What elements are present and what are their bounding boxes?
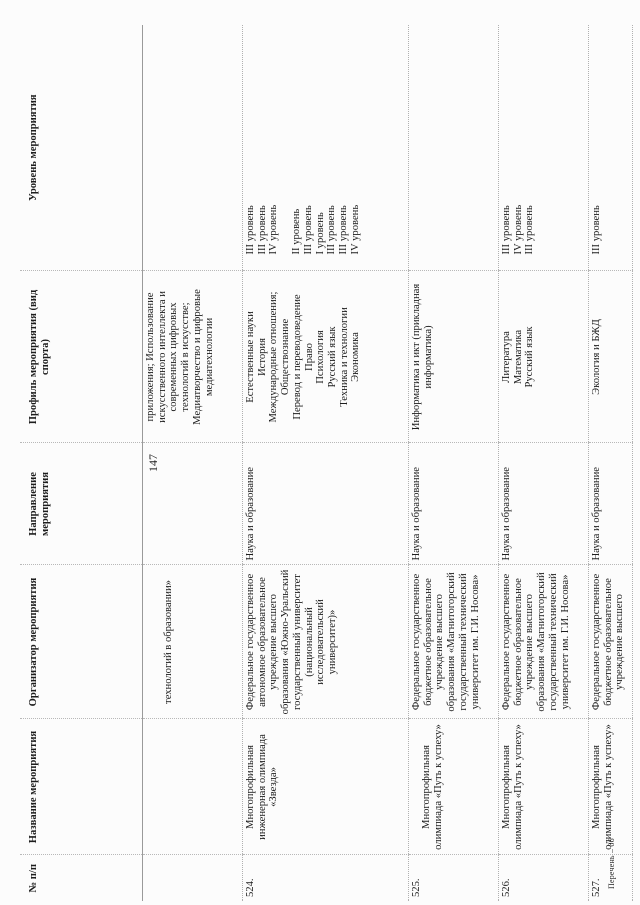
page-number: 147	[146, 454, 160, 472]
profile-item: Международные отношения; Обществознание	[268, 291, 292, 423]
level-item: III уровень	[302, 205, 314, 255]
cell-level	[243, 25, 409, 271]
cell-num: 527.	[591, 878, 602, 897]
level-item: III уровень	[337, 205, 349, 255]
level-item: II уровень	[291, 208, 303, 255]
cell-level	[589, 25, 633, 271]
events-table	[20, 25, 633, 901]
table-row	[243, 25, 409, 901]
footer-note: Перечень – 06	[607, 838, 616, 889]
level-item: III уровень	[245, 205, 256, 255]
cell-organizer: Федеральное государственное бюджетное образовательное учреждение высшего образования «Магнитогорский государственный технический университет им. Г.И. Носова»	[409, 565, 499, 719]
profile-item: История	[256, 338, 268, 376]
cell-direction: Наука и образование	[589, 443, 633, 565]
profile-item: Право	[303, 343, 315, 371]
level-item: IV уровень	[512, 204, 524, 255]
cell-num: 525.	[411, 878, 422, 897]
cell-organizer: Федеральное государственное бюджетное образовательное учреждение высшего	[589, 565, 633, 719]
profile-item: Перевод и переводоведение	[291, 294, 303, 420]
cell-name	[143, 719, 243, 855]
table-row	[499, 25, 589, 901]
cell-num: 524.	[245, 878, 256, 897]
level-item: III уровень	[326, 205, 338, 255]
level-item: III уровень	[591, 205, 602, 255]
cell-profile	[499, 271, 589, 443]
profile-item: Техника и технологии	[338, 307, 350, 407]
profile-item: Психология	[315, 330, 327, 384]
level-item: IV уровень	[349, 204, 361, 255]
profile-item: Экономика	[350, 332, 362, 382]
cell-num: 526.	[501, 878, 512, 897]
level-item: III уровень	[501, 205, 512, 255]
cell-level	[409, 25, 499, 271]
continuation-organizer: технологий в образовании»	[163, 580, 174, 704]
header-num: № п/п	[20, 855, 143, 901]
profile-item: Русский язык	[326, 326, 338, 388]
continuation-profile: приложения; Использование искусственного интеллекта и современных цифровых технологий в искусстве; Медиатворчество и цифровые медиатехнологии	[145, 289, 215, 425]
header-direction: Направление мероприятия	[20, 443, 143, 565]
profile-item: Русский язык	[524, 326, 536, 388]
cell-profile: Информатика и икт (прикладная информатика)	[409, 271, 499, 443]
profile-item: Математика	[512, 329, 524, 385]
cell-profile	[243, 271, 409, 443]
profile-item: Литература	[501, 331, 512, 383]
cell-organizer: Федеральное государственное автономное образовательное учреждение высшего образования «Южно-Уральский государственный университет (национальный исследовательский университет)»	[243, 565, 409, 719]
table-row	[143, 25, 243, 901]
cell-profile	[143, 271, 243, 443]
cell-profile: Экология и БЖД	[589, 271, 633, 443]
cell-name: Многопрофильная олимпиада «Путь к успеху»	[589, 719, 633, 855]
table-row	[589, 25, 633, 901]
cell-organizer: Федеральное государственное бюджетное образовательное учреждение высшего образования «Магнитогорский государственный технический университет им. Г.И. Носова»	[499, 565, 589, 719]
cell-direction: Наука и образование	[499, 443, 589, 565]
cell-name: Многопрофильная инженерная олимпиада «Звезда»	[243, 719, 409, 855]
cell-level	[143, 25, 243, 271]
table-header-row	[20, 25, 143, 901]
cell-organizer	[143, 565, 243, 719]
level-item: I уровень	[314, 212, 326, 255]
level-item: III уровень	[256, 205, 268, 255]
cell-direction: Наука и образование	[409, 443, 499, 565]
level-item: IV уровень	[268, 204, 280, 255]
cell-direction: Наука и образование	[243, 443, 409, 565]
header-organizer: Организатор мероприятия	[20, 565, 143, 719]
level-item: III уровень	[524, 205, 536, 255]
cell-name: Многопрофильная олимпиада «Путь к успеху»	[409, 719, 499, 855]
cell-num	[143, 855, 243, 901]
header-profile: Профиль мероприятия (вид спорта)	[20, 271, 143, 443]
profile-item: Естественные науки	[245, 311, 256, 403]
header-name: Название мероприятия	[20, 719, 143, 855]
header-level: Уровень мероприятия	[20, 25, 143, 271]
cell-direction	[143, 443, 243, 565]
cell-level	[499, 25, 589, 271]
table-row	[409, 25, 499, 901]
cell-name: Многопрофильная олимпиада «Путь к успеху»	[499, 719, 589, 855]
